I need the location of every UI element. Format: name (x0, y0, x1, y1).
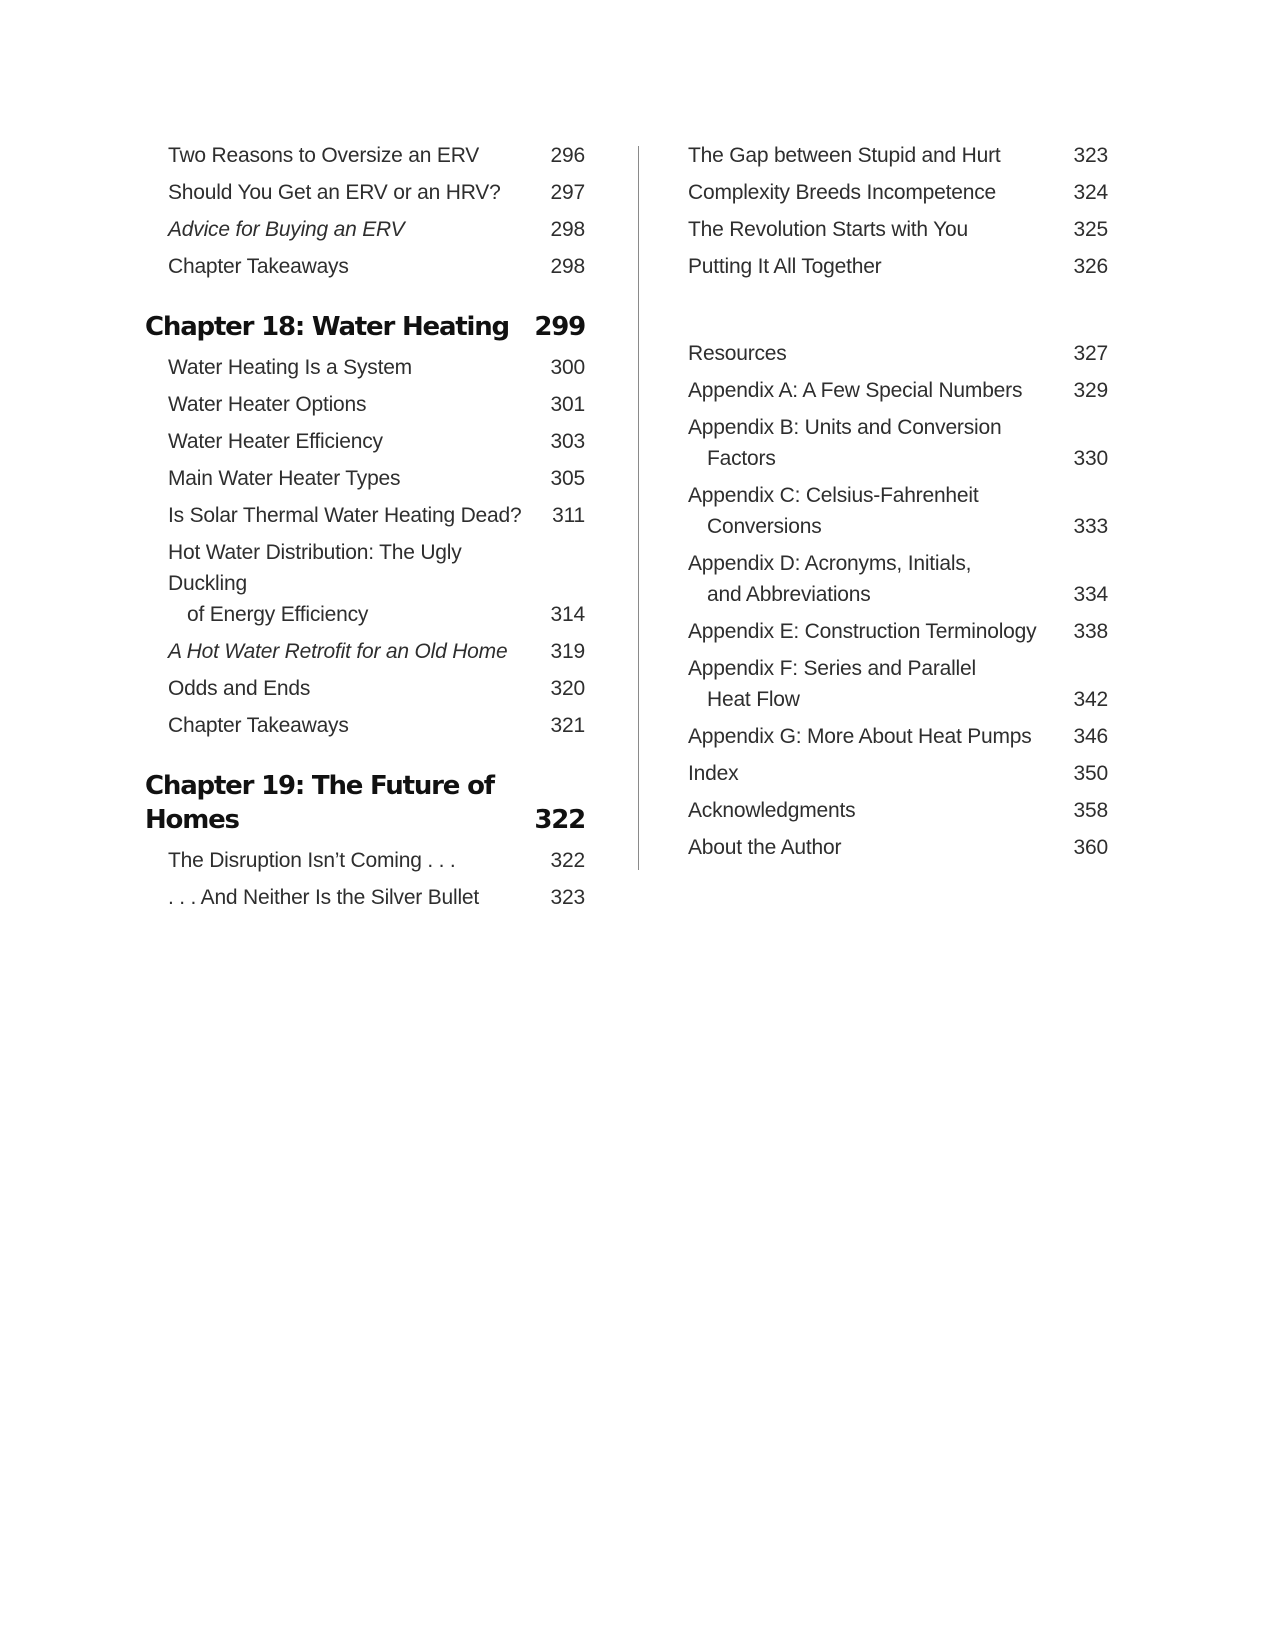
toc-entry-page: 338 (1073, 620, 1108, 643)
toc-entry[interactable] (145, 710, 585, 741)
toc-entry-page: 320 (550, 677, 585, 700)
toc-entry-title-line1: Hot Water Distribution: The Ugly Duckling (168, 541, 462, 595)
toc-entry-title (688, 548, 1074, 610)
toc-entry-page: 319 (550, 640, 585, 663)
toc-right-column (688, 140, 1108, 869)
toc-entry[interactable] (145, 673, 585, 704)
toc-entry-page: 321 (550, 714, 585, 737)
toc-entry-page: 360 (1073, 836, 1108, 859)
toc-entry-title-line1: Appendix F: Series and Parallel (688, 657, 976, 680)
toc-entry-page: 323 (550, 886, 585, 909)
toc-entry[interactable] (688, 338, 1108, 369)
toc-entry-title: Odds and Ends (168, 677, 311, 700)
toc-left-column (145, 140, 585, 919)
toc-entry-title: Appendix E: Construction Terminology (688, 620, 1037, 643)
toc-entry-page: 325 (1073, 218, 1108, 241)
toc-entry[interactable] (688, 412, 1108, 474)
toc-entry-title: Resources (688, 342, 787, 365)
toc-entry[interactable] (688, 251, 1108, 282)
toc-entry-page: 327 (1073, 342, 1108, 365)
toc-entry-page: 323 (1073, 144, 1108, 167)
toc-entry[interactable] (145, 214, 585, 245)
toc-entry[interactable] (688, 795, 1108, 826)
toc-entry[interactable] (688, 177, 1108, 208)
chapter-title: Chapter 18: Water Heating (145, 312, 509, 342)
toc-entry[interactable] (145, 537, 585, 630)
toc-entry[interactable] (145, 636, 585, 667)
toc-entry[interactable] (145, 882, 585, 913)
toc-entry-title: Appendix A: A Few Special Numbers (688, 379, 1023, 402)
toc-entry-page: 297 (550, 181, 585, 204)
toc-entry-page: 298 (550, 255, 585, 278)
toc-entry-page: 303 (550, 430, 585, 453)
toc-entry-page: 300 (550, 356, 585, 379)
toc-entry[interactable] (688, 832, 1108, 863)
toc-entry-page: 334 (1073, 583, 1108, 606)
toc-entry-title (168, 537, 551, 630)
toc-entry-title: Chapter Takeaways (168, 714, 349, 737)
toc-entry[interactable] (688, 721, 1108, 752)
toc-entry[interactable] (145, 463, 585, 494)
toc-entry-title-line2: Heat Flow (707, 688, 800, 711)
toc-entry-title: Water Heater Efficiency (168, 430, 383, 453)
toc-entry-page: 324 (1073, 181, 1108, 204)
toc-entry[interactable] (688, 758, 1108, 789)
toc-entry-title: About the Author (688, 836, 842, 859)
toc-entry-page: 314 (550, 603, 585, 626)
toc-entry[interactable] (145, 140, 585, 171)
toc-entry-page: 311 (552, 504, 585, 527)
toc-entry[interactable] (145, 845, 585, 876)
toc-entry[interactable] (145, 500, 585, 531)
toc-entry-page: 301 (550, 393, 585, 416)
toc-entry-title: The Revolution Starts with You (688, 218, 969, 241)
toc-entry-page: 322 (550, 849, 585, 872)
toc-entry-title: Main Water Heater Types (168, 467, 401, 490)
toc-entry-title: Water Heater Options (168, 393, 367, 416)
chapter-page: 299 (534, 312, 585, 342)
toc-entry[interactable] (688, 140, 1108, 171)
toc-entry-title: Complexity Breeds Incompetence (688, 181, 996, 204)
toc-entry-title: Is Solar Thermal Water Heating Dead? (168, 504, 522, 527)
toc-entry-page: 342 (1073, 688, 1108, 711)
toc-entry-page: 346 (1073, 725, 1108, 748)
toc-entry-page: 296 (550, 144, 585, 167)
toc-entry-title (688, 480, 1074, 542)
toc-entry[interactable] (145, 352, 585, 383)
toc-entry-title: The Disruption Isn’t Coming . . . (168, 849, 456, 872)
toc-entry[interactable] (145, 389, 585, 420)
toc-entry[interactable] (688, 480, 1108, 542)
chapter-title: Chapter 19: The Future of Homes (145, 771, 494, 835)
toc-entry-title: Appendix G: More About Heat Pumps (688, 725, 1032, 748)
toc-entry-page: 305 (550, 467, 585, 490)
toc-entry[interactable] (145, 177, 585, 208)
toc-entry-page: 333 (1073, 515, 1108, 538)
toc-entry-title: Two Reasons to Oversize an ERV (168, 144, 480, 167)
chapter-heading[interactable] (145, 769, 585, 837)
toc-entry-title: A Hot Water Retrofit for an Old Home (168, 640, 508, 663)
toc-entry[interactable] (688, 548, 1108, 610)
toc-entry-title: Should You Get an ERV or an HRV? (168, 181, 501, 204)
toc-entry-title: Chapter Takeaways (168, 255, 349, 278)
toc-entry[interactable] (688, 375, 1108, 406)
toc-entry-title: Water Heating Is a System (168, 356, 412, 379)
toc-entry-title-line2: and Abbreviations (707, 583, 871, 606)
toc-entry[interactable] (688, 653, 1108, 715)
toc-entry[interactable] (688, 214, 1108, 245)
toc-entry-title: . . . And Neither Is the Silver Bullet (168, 886, 480, 909)
toc-entry-title-line1: Appendix C: Celsius-Fahrenheit (688, 484, 979, 507)
toc-entry-page: 326 (1073, 255, 1108, 278)
toc-entry-page: 358 (1073, 799, 1108, 822)
toc-entry[interactable] (145, 251, 585, 282)
toc-entry[interactable] (145, 426, 585, 457)
column-divider (638, 146, 639, 870)
toc-entry-title: Putting It All Together (688, 255, 882, 278)
toc-entry-page: 330 (1073, 447, 1108, 470)
toc-entry-title: Advice for Buying an ERV (168, 218, 405, 241)
toc-entry-title-line2: Conversions (707, 515, 822, 538)
toc-entry-title (688, 412, 1074, 474)
toc-entry-title (688, 653, 1074, 715)
toc-entry-title-line1: Appendix D: Acronyms, Initials, (688, 552, 972, 575)
toc-entry-page: 298 (550, 218, 585, 241)
toc-entry-title-line2: of Energy Efficiency (187, 603, 369, 626)
toc-entry[interactable] (688, 616, 1108, 647)
toc-entry-page: 350 (1073, 762, 1108, 785)
toc-entry-title: The Gap between Stupid and Hurt (688, 144, 1001, 167)
chapter-page: 322 (534, 805, 585, 835)
chapter-heading[interactable] (145, 310, 585, 344)
toc-entry-title-line1: Appendix B: Units and Conversion (688, 416, 1002, 439)
toc-entry-title: Acknowledgments (688, 799, 856, 822)
toc-entry-title-line2: Factors (707, 447, 776, 470)
toc-entry-page: 329 (1073, 379, 1108, 402)
toc-entry-title: Index (688, 762, 739, 785)
